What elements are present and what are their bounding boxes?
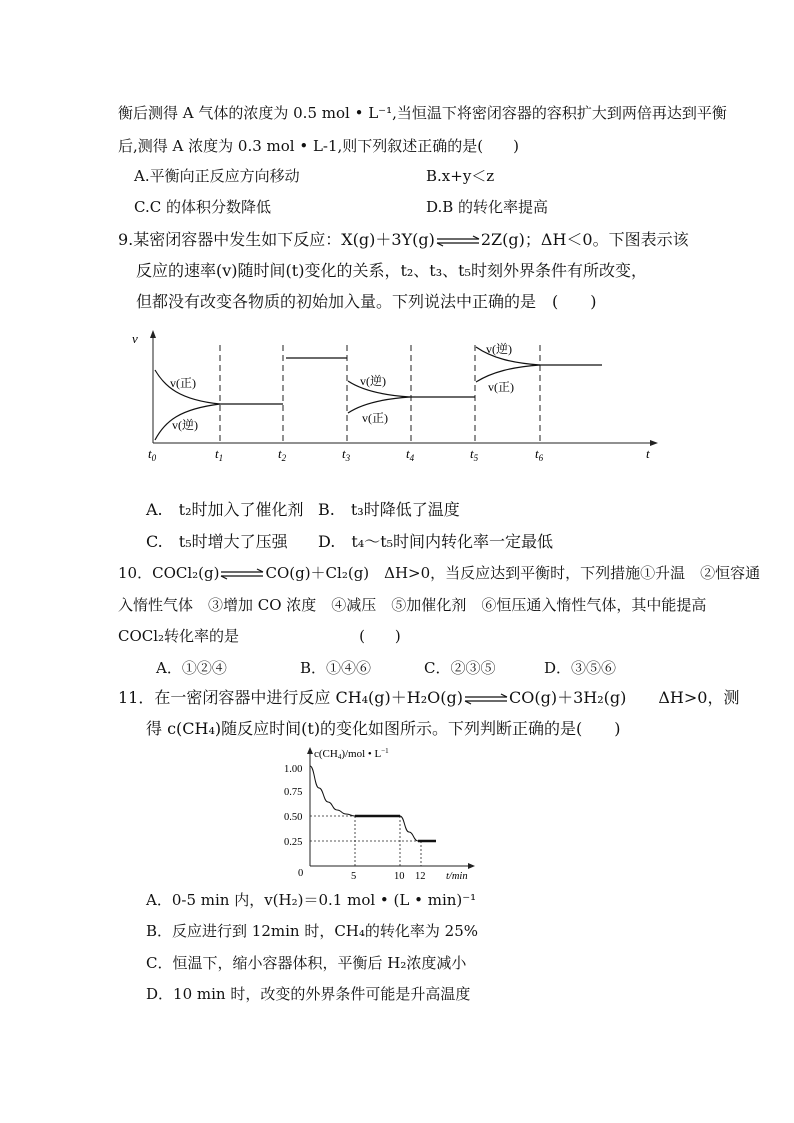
y-tick-0-25: 0.25 <box>284 837 303 848</box>
q9-option-a: A. t₂时加入了催化剂 <box>146 500 304 519</box>
ch4-concentration-curve <box>310 766 436 841</box>
q8-option-a: A.平衡向正反应方向移动 <box>134 167 300 185</box>
x-axis-label: t/min <box>446 871 468 882</box>
v-reverse-label-t3: v(逆) <box>360 374 386 388</box>
v-forward-label-t3: v(正) <box>362 411 388 425</box>
equilibrium-arrow-icon <box>463 693 509 705</box>
y-axis-label: c(CH4)/mol • $L^{-1}$ <box>314 747 389 761</box>
v-reverse-label-t0: v(逆) <box>172 418 198 432</box>
q8-stem-line1: 衡后测得 A 气体的浓度为 0.5 mol • L⁻¹,当恒温下将密闭容器的容积扩大到两倍再达到平衡 <box>118 104 727 122</box>
tick-t3: $t_3$ <box>342 446 351 463</box>
tick-t5: $t_5$ <box>470 446 479 463</box>
x-tick-0: 0 <box>298 868 304 879</box>
q8-option-d: D.B 的转化率提高 <box>426 198 549 216</box>
v-reverse-label-t5: v(逆) <box>486 342 512 356</box>
y-tick-0-75: 0.75 <box>284 787 303 798</box>
tick-t1: $t_1$ <box>215 446 224 463</box>
q10-option-d: D．③⑤⑥ <box>544 659 617 677</box>
q11-option-d: D．10 min 时，改变的外界条件可能是升高温度 <box>146 985 471 1003</box>
q9-stem-line2: 反应的速率(v)随时间(t)变化的关系，t₂、t₃、t₅时刻外界条件有所改变， <box>136 261 647 280</box>
v-forward-label-t5: v(正) <box>488 380 514 394</box>
y-tick-0-50: 0.50 <box>284 812 303 823</box>
v-forward-label-t0: v(正) <box>170 376 196 390</box>
tick-t0: $t_0$ <box>148 446 157 463</box>
q10-option-c: C．②③⑤ <box>424 659 496 677</box>
q10-option-a: A．①②④ <box>156 659 227 677</box>
q8-option-c: C.C 的体积分数降低 <box>134 198 271 216</box>
q9-option-d: D. t₄～t₅时间内转化率一定最低 <box>318 532 554 551</box>
y-axis-arrow-icon <box>307 747 313 754</box>
q9-option-c: C. t₅时增大了压强 <box>146 532 288 551</box>
q11-option-c: C．恒温下，缩小容器体积，平衡后 H₂浓度减小 <box>146 954 467 972</box>
x-tick-12: 12 <box>415 871 426 882</box>
tick-t6: $t_6$ <box>535 446 544 463</box>
q10-stem-line1 <box>118 563 760 583</box>
ch4-equilibrium-segments <box>355 816 436 841</box>
x-axis-arrow-icon <box>650 440 658 446</box>
y-tick-1-00: 1.00 <box>284 764 303 775</box>
concentration-time-chart <box>280 742 480 882</box>
q9-option-b: B. t₃时降低了温度 <box>318 500 460 519</box>
equilibrium-arrow-icon <box>219 568 265 580</box>
equilibrium-arrow-icon <box>435 235 481 247</box>
x-axis-label: t <box>646 446 650 461</box>
x-tick-5: 5 <box>351 871 357 882</box>
q11-stem-line1 <box>118 688 739 708</box>
q10-option-b: B．①④⑥ <box>300 659 372 677</box>
q11-option-b: B．反应进行到 12min 时，CH₄的转化率为 25% <box>146 922 479 940</box>
y-axis-label: v <box>132 331 138 346</box>
q9-stem-part-a: 9.某密闭容器中发生如下反应：X(g)＋3Y(g) <box>118 230 435 249</box>
tick-t4: $t_4$ <box>406 446 415 463</box>
rate-time-chart <box>120 325 670 465</box>
q11-stem-part-b: CO(g)＋3H₂(g) ΔH>0，测 <box>509 688 740 707</box>
q10-stem-part-b: CO(g)＋Cl₂(g) ΔH>0，当反应达到平衡时，下列措施①升温 ②恒容通 <box>265 564 761 582</box>
q11-stem-part-a: 11．在一密闭容器中进行反应 CH₄(g)＋H₂O(g) <box>118 688 463 707</box>
q9-stem-part-b: 2Z(g)；ΔH＜0。下图表示该 <box>480 230 689 249</box>
x-tick-10: 10 <box>394 871 405 882</box>
q10-stem-line2: 入惰性气体 ③增加 CO 浓度 ④减压 ⑤加催化剂 ⑥恒压通入惰性气体，其中能提高 <box>118 596 707 614</box>
q10-stem-line3: COCl₂转化率的是 ( ) <box>118 627 401 645</box>
q8-stem-line2: 后,测得 A 浓度为 0.3 mol • L-1,则下列叙述正确的是( ) <box>118 137 520 155</box>
q9-stem-line1 <box>118 230 689 250</box>
tick-t2: $t_2$ <box>278 446 287 463</box>
q8-option-b: B.x+y＜z <box>426 167 495 185</box>
y-axis-arrow-icon <box>150 330 156 338</box>
q10-stem-part-a: 10．COCl₂(g) <box>118 564 220 582</box>
q11-stem-line2: 得 c(CH₄)随反应时间(t)的变化如图所示。下列判断正确的是( ) <box>146 719 621 738</box>
q11-option-a: A．0-5 min 内，v(H₂)＝0.1 mol • (L • min)⁻¹ <box>146 891 477 909</box>
x-axis-arrow-icon <box>468 863 475 869</box>
q9-stem-line3: 但都没有改变各物质的初始加入量。下列说法中正确的是 ( ) <box>136 292 597 311</box>
